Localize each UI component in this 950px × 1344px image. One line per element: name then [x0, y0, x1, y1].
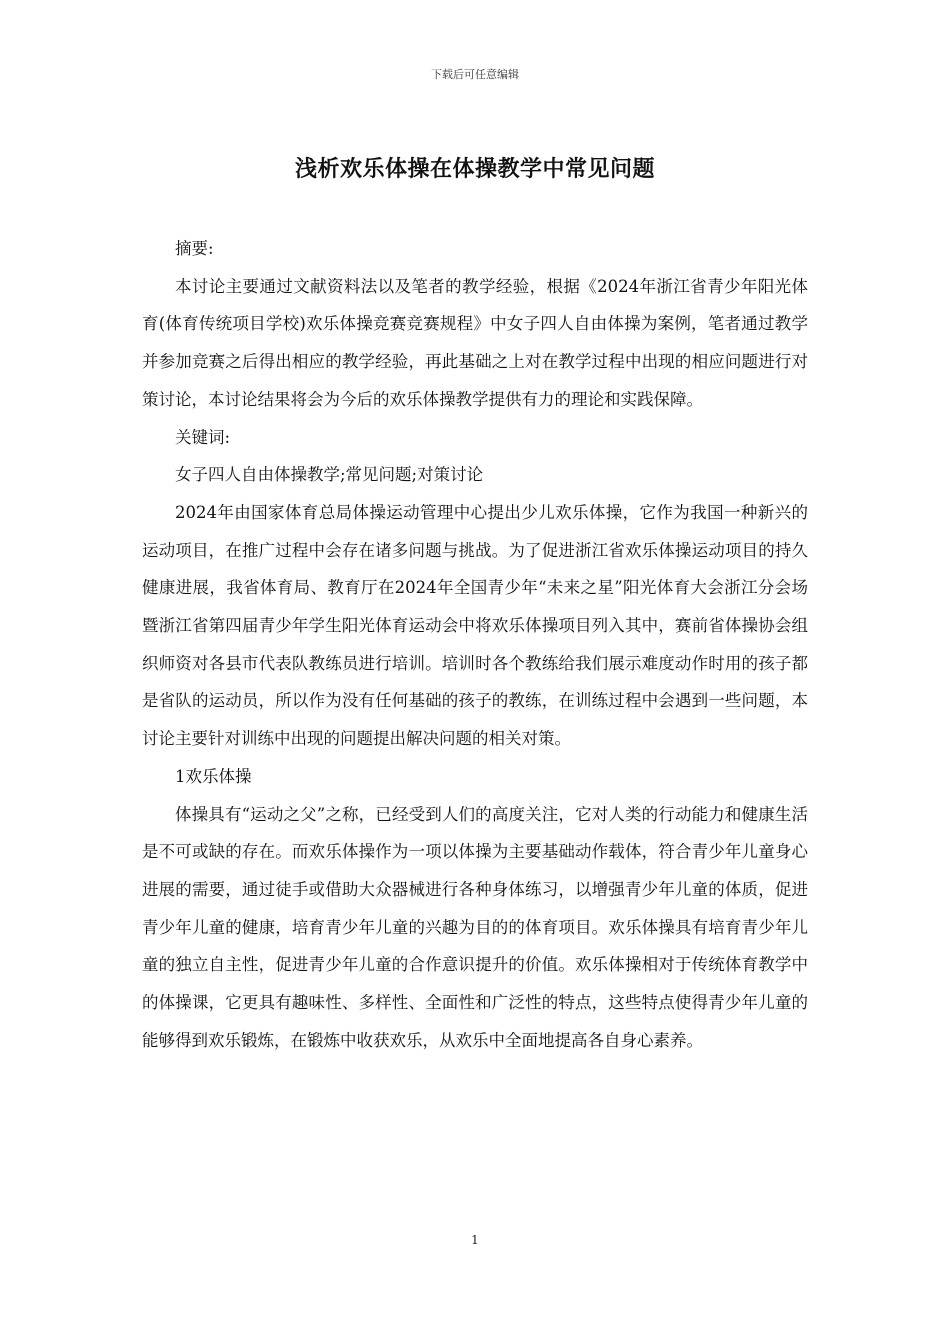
section-1-paragraph: 体操具有“运动之父”之称，已经受到人们的高度关注，它对人类的行动能力和健康生活是不可或缺的存在。而欢乐体操作为一项以体操为主要基础动作载体，符合青少年儿童身心进展的需要，通过徒手或借助大众器械进行各种身体练习，以增强青少年儿童的体质，促进青少年儿童的健康，培育青少年儿童的兴趣为目的的体育项目。欢乐体操具有培育青少年儿童的独立自主性，促进青少年儿童的合作意识提升的价值。欢乐体操相对于传统体育教学中的体操课，它更具有趣味性、多样性、全面性和广泛性的特点，这些特点使得青少年儿童的能够得到欢乐锻炼，在锻炼中收获欢乐，从欢乐中全面地提高各自身心素养。 — [142, 804, 808, 1050]
page-number: 1 — [471, 1233, 479, 1247]
keywords-label: 关键词: — [175, 427, 231, 447]
keywords-paragraph: 女子四人自由体操教学;常见问题;对策讨论 — [175, 465, 484, 485]
header-note: 下载后可任意编辑 — [431, 68, 519, 81]
document-title: 浅析欢乐体操在体操教学中常见问题 — [294, 156, 655, 182]
section-1-heading: 1欢乐体操 — [175, 766, 252, 786]
intro-paragraph: 2024年由国家体育总局体操运动管理中心提出少儿欢乐体操，它作为我国一种新兴的运动项目，在推广过程中会存在诸多问题与挑战。为了促进浙江省欢乐体操运动项目的持久健康进展，我省体育局、教育厅在2024年全国青少年“未来之星”阳光体育大会浙江分会场暨浙江省第四届青少年学生阳光体育运动会中将欢乐体操项目列入其中，赛前省体操协会组织师资对各县市代表队教练员进行培训。培训时各个教练给我们展示难度动作时用的孩子都是省队的运动员，所以作为没有任何基础的孩子的教练，在训练过程中会遇到一些问题，本讨论主要针对训练中出现的问题提出解决问题的相关对策。 — [142, 502, 808, 749]
document-body — [142, 230, 808, 1059]
abstract-label: 摘要: — [175, 239, 214, 258]
abstract-paragraph: 本讨论主要通过文献资料法以及笔者的教学经验，根据《2024年浙江省青少年阳光体育(体育传统项目学校)欢乐体操竞赛竞赛规程》中女子四人自由体操为案例，笔者通过教学并参加竞赛之后得出相应的教学经验，再此基础之上对在教学过程中出现的相应问题进行对策讨论，本讨论结果将会为今后的欢乐体操教学提供有力的理论和实践保障。 — [142, 276, 808, 409]
